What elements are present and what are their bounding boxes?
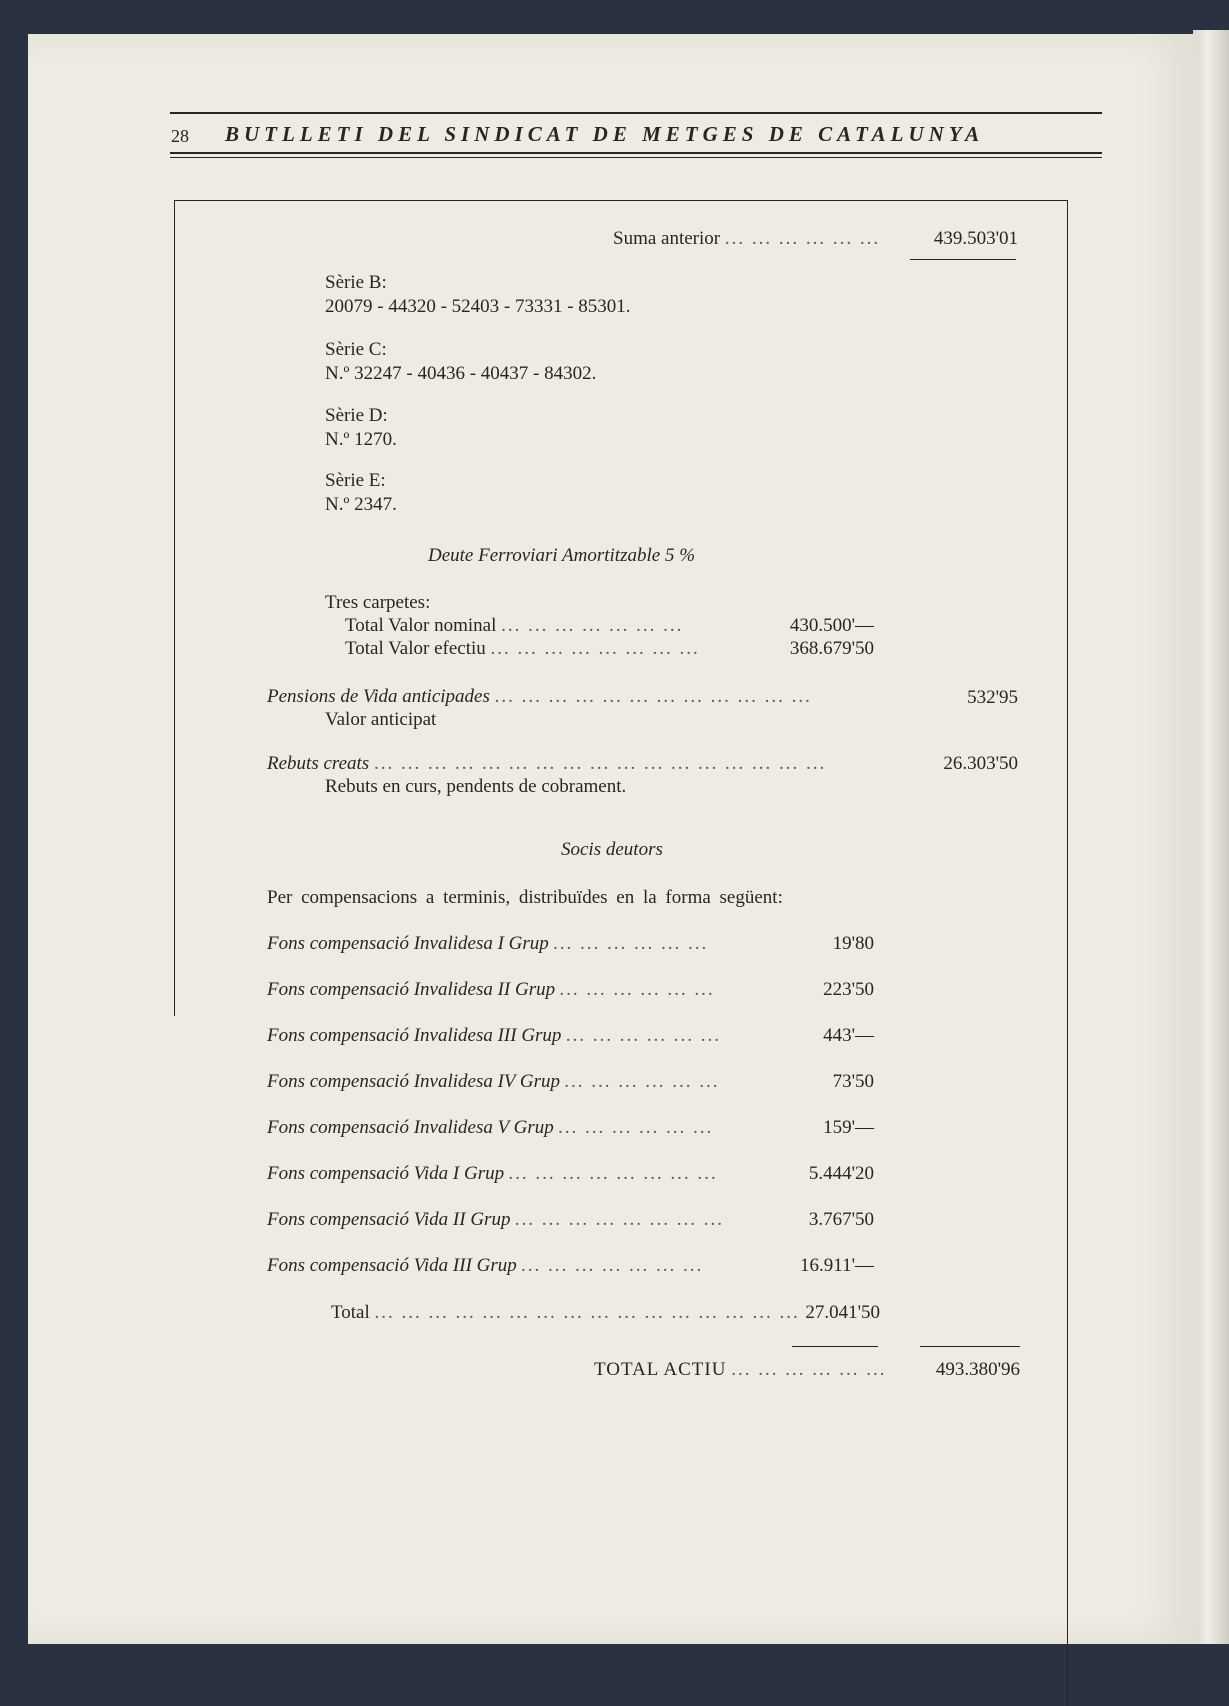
total-rule-right: [920, 1346, 1020, 1347]
serie-d-numbers: N.º 1270.: [325, 429, 397, 450]
socis-row-label: Fons compensació Vida III Grup ... ... ... ... ... ... ...: [267, 1255, 704, 1276]
socis-row-label: Fons compensació Vida II Grup ... ... ... ... ... ... ... ...: [267, 1209, 725, 1230]
total-actiu-value: 493.380'96: [935, 1359, 1020, 1380]
socis-row-value: 159'—: [823, 1117, 874, 1138]
socis-total-value: 27.041'50: [805, 1302, 880, 1323]
tres-carpetes: Tres carpetes:: [325, 592, 431, 613]
page-title: BUTLLETI DEL SINDICAT DE METGES DE CATALUNYA: [225, 122, 985, 146]
socis-row-label: Fons compensació Vida I Grup ... ... ... ... ... ... ... ...: [267, 1163, 719, 1184]
socis-row-label: Fons compensació Invalidesa III Grup ... ... ... ... ... ...: [267, 1025, 722, 1046]
serie-e-label: Sèrie E:: [325, 470, 386, 491]
suma-anterior-value: 439.503'01: [933, 228, 1018, 249]
suma-anterior-label: Suma anterior ... ... ... ... ... ...: [613, 228, 881, 249]
page-number: 28: [171, 126, 189, 146]
socis-row-value: 443'—: [823, 1025, 874, 1046]
valor-nominal-label: Total Valor nominal ... ... ... ... ... ... ...: [345, 615, 684, 636]
total-actiu-label: TOTAL ACTIU ... ... ... ... ... ...: [594, 1359, 887, 1380]
socis-total-label: Total ... ... ... ... ... ... ... ... ... ... ... ... ... ... ... ...: [331, 1302, 800, 1323]
socis-row-label: Fons compensació Invalidesa I Grup ... ... ... ... ... ...: [267, 933, 709, 954]
valor-efectiu-label: Total Valor efectiu ... ... ... ... ... ... ... ...: [345, 638, 700, 659]
socis-row-label: Fons compensació Invalidesa II Grup ... ... ... ... ... ...: [267, 979, 716, 1000]
socis-row-value: 16.911'—: [800, 1255, 874, 1276]
deute-title: Deute Ferroviari Amortitzable 5 %: [428, 545, 696, 566]
total-rule-left: [792, 1346, 878, 1347]
rebuts-value: 26.303'50: [943, 753, 1018, 774]
serie-c-label: Sèrie C:: [325, 339, 387, 360]
rebuts-label: Rebuts creats ... ... ... ... ... ... ... ... ... ... ... ... ... ... ... ... ...: [267, 753, 827, 774]
pensions-value: 532'95: [967, 687, 1018, 708]
socis-row-value: 19'80: [832, 933, 874, 954]
socis-intro: Per compensacions a terminis, distribuïdes en la forma següent:: [267, 887, 783, 908]
header-rule-mid: [170, 152, 1102, 154]
serie-b-label: Sèrie B:: [325, 272, 387, 293]
rebuts-sub: Rebuts en curs, pendents de cobrament.: [325, 776, 627, 797]
document-page: [28, 34, 1200, 1644]
socis-row-value: 3.767'50: [808, 1209, 874, 1230]
box-border-top: [174, 200, 1068, 201]
serie-c-numbers: N.º 32247 - 40436 - 40437 - 84302.: [325, 363, 597, 384]
socis-row-label: Fons compensació Invalidesa V Grup ... ... ... ... ... ...: [267, 1117, 714, 1138]
socis-row-value: 5.444'20: [808, 1163, 874, 1184]
pensions-sub: Valor anticipat: [325, 709, 437, 730]
header-rule-top: [170, 112, 1102, 114]
header-rule-bottom: [170, 157, 1102, 158]
suma-rule: [910, 259, 1016, 260]
serie-d-label: Sèrie D:: [325, 405, 388, 426]
serie-b-numbers: 20079 - 44320 - 52403 - 73331 - 85301.: [325, 296, 631, 317]
valor-efectiu-value: 368.679'50: [789, 638, 874, 659]
pensions-label: Pensions de Vida anticipades ... ... ... ... ... ... ... ... ... ... ... ...: [267, 686, 812, 707]
valor-nominal-value: 430.500'—: [789, 615, 874, 636]
serie-e-numbers: N.º 2347.: [325, 494, 397, 515]
socis-row-value: 73'50: [832, 1071, 874, 1092]
socis-row-label: Fons compensació Invalidesa IV Grup ... ... ... ... ... ...: [267, 1071, 721, 1092]
box-border-left: [174, 200, 175, 1016]
socis-title: Socis deutors: [561, 839, 663, 860]
socis-row-value: 223'50: [823, 979, 874, 1000]
box-border-right: [1067, 200, 1068, 1706]
